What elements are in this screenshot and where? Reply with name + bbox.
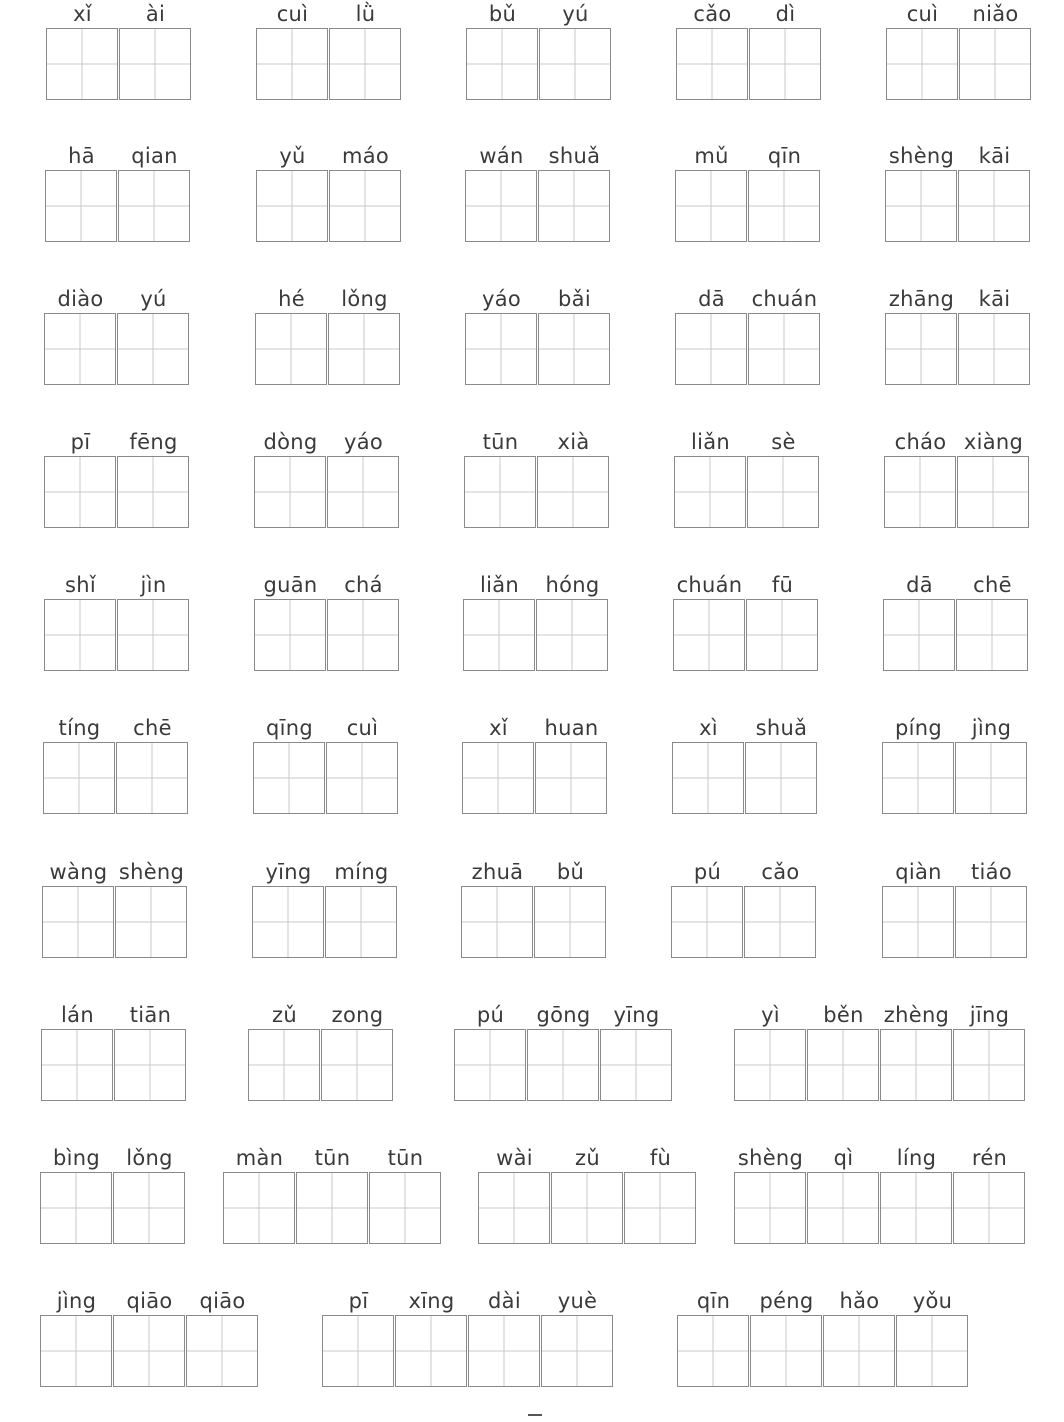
word-group <box>676 0 822 101</box>
character-writing-cell[interactable] <box>600 1029 672 1101</box>
pinyin-label: yú <box>562 2 589 26</box>
character-writing-cell[interactable] <box>734 1029 806 1101</box>
character-writing-cell[interactable] <box>466 28 538 100</box>
character-writing-cell[interactable] <box>255 313 327 385</box>
character-writing-cell[interactable] <box>327 599 399 671</box>
pinyin-label: hǎo <box>839 1289 880 1313</box>
word-group <box>40 1144 186 1245</box>
word-group <box>454 1001 673 1102</box>
character-writing-cell[interactable] <box>675 170 747 242</box>
pinyin-label: xì <box>699 716 718 740</box>
character-writing-cell[interactable] <box>958 313 1030 385</box>
pinyin-label: niǎo <box>972 2 1019 26</box>
word-group <box>46 0 192 101</box>
word-group <box>42 858 188 959</box>
character-writing-cell[interactable] <box>896 1315 968 1387</box>
word-group <box>45 142 191 243</box>
character-writing-cell[interactable] <box>40 1172 112 1244</box>
character-writing-cell[interactable] <box>248 1029 320 1101</box>
word-group <box>884 428 1030 529</box>
character-writing-cell[interactable] <box>953 1029 1025 1101</box>
pinyin-label: tiān <box>129 1003 172 1027</box>
pinyin-label: shèng <box>118 860 185 884</box>
word-group <box>255 285 401 386</box>
character-writing-cell[interactable] <box>118 170 190 242</box>
pinyin-label: píng <box>894 716 942 740</box>
character-writing-cell[interactable] <box>113 1172 185 1244</box>
word-group <box>734 1144 1026 1245</box>
pinyin-label: zǔ <box>575 1146 600 1170</box>
pinyin-label: zǔ <box>272 1003 297 1027</box>
character-writing-cell[interactable] <box>624 1172 696 1244</box>
character-writing-cell[interactable] <box>321 1029 393 1101</box>
pinyin-label: xiàng <box>963 430 1024 454</box>
pinyin-label: xǐ <box>489 716 508 740</box>
pinyin-label: lǜ <box>355 2 376 26</box>
character-writing-cell[interactable] <box>958 170 1030 242</box>
word-group <box>44 285 190 386</box>
pinyin-label: tūn <box>482 430 519 454</box>
word-group <box>44 571 190 672</box>
word-group <box>461 858 607 959</box>
word-group <box>465 285 611 386</box>
pinyin-label: cǎo <box>693 2 732 26</box>
word-group <box>886 0 1032 101</box>
pinyin-label: chuán <box>676 573 743 597</box>
pinyin-label: lán <box>61 1003 94 1027</box>
character-writing-cell[interactable] <box>117 456 189 528</box>
pinyin-label: dòng <box>263 430 318 454</box>
character-writing-cell[interactable] <box>223 1172 295 1244</box>
word-group <box>882 858 1028 959</box>
character-writing-cell[interactable] <box>478 1172 550 1244</box>
word-group <box>674 428 820 529</box>
pinyin-label: kāi <box>978 287 1011 311</box>
pinyin-label: xīng <box>408 1289 455 1313</box>
character-writing-cell[interactable] <box>823 1315 895 1387</box>
pinyin-label: rén <box>971 1146 1008 1170</box>
word-group <box>466 0 612 101</box>
pinyin-label: lǒng <box>341 287 388 311</box>
pinyin-label: cuì <box>906 2 939 26</box>
character-writing-cell[interactable] <box>959 28 1031 100</box>
pinyin-label: qīng <box>265 716 313 740</box>
character-writing-cell[interactable] <box>541 1315 613 1387</box>
character-writing-cell[interactable] <box>953 1172 1025 1244</box>
pinyin-label: yīng <box>613 1003 660 1027</box>
pinyin-label: pú <box>693 860 722 884</box>
pinyin-label: xià <box>557 430 590 454</box>
character-writing-cell[interactable] <box>186 1315 258 1387</box>
pinyin-label: hā <box>68 144 95 168</box>
pinyin-label: guān <box>263 573 318 597</box>
pinyin-label: shèng <box>888 144 955 168</box>
pinyin-label: tūn <box>314 1146 351 1170</box>
character-writing-cell[interactable] <box>750 1315 822 1387</box>
character-writing-cell[interactable] <box>734 1172 806 1244</box>
character-writing-cell[interactable] <box>329 170 401 242</box>
character-writing-cell[interactable] <box>534 886 606 958</box>
pinyin-label: qiāo <box>199 1289 246 1313</box>
character-writing-cell[interactable] <box>882 886 954 958</box>
pinyin-label: liǎn <box>479 573 520 597</box>
word-group <box>675 142 821 243</box>
character-writing-cell[interactable] <box>327 456 399 528</box>
pinyin-label: qiàn <box>895 860 942 884</box>
pinyin-label: qiāo <box>126 1289 173 1313</box>
character-writing-cell[interactable] <box>883 599 955 671</box>
character-writing-cell[interactable] <box>748 170 820 242</box>
pinyin-label: míng <box>334 860 389 884</box>
character-writing-cell[interactable] <box>43 742 115 814</box>
character-writing-cell[interactable] <box>45 170 117 242</box>
character-writing-cell[interactable] <box>326 742 398 814</box>
character-writing-cell[interactable] <box>328 313 400 385</box>
pinyin-label: bǎi <box>558 287 591 311</box>
word-group <box>256 142 402 243</box>
character-writing-cell[interactable] <box>115 886 187 958</box>
pinyin-label: qian <box>131 144 178 168</box>
pinyin-label: wàng <box>49 860 108 884</box>
character-writing-cell[interactable] <box>955 886 1027 958</box>
pinyin-label: cuì <box>346 716 379 740</box>
pinyin-label: xǐ <box>73 2 92 26</box>
word-group <box>672 714 818 815</box>
pinyin-label: shuǎ <box>548 144 601 168</box>
pinyin-label: jìng <box>56 1289 97 1313</box>
word-group <box>322 1287 614 1388</box>
pinyin-label: fù <box>649 1146 672 1170</box>
pinyin-label: jīng <box>969 1003 1010 1027</box>
character-writing-cell[interactable] <box>254 599 326 671</box>
word-group <box>734 1001 1026 1102</box>
pinyin-label: huan <box>544 716 599 740</box>
word-group <box>462 714 608 815</box>
pinyin-label: bìng <box>52 1146 100 1170</box>
word-group <box>883 571 1029 672</box>
character-writing-cell[interactable] <box>256 28 328 100</box>
character-writing-cell[interactable] <box>40 1315 112 1387</box>
word-group <box>882 714 1028 815</box>
character-writing-cell[interactable] <box>44 456 116 528</box>
character-writing-cell[interactable] <box>537 456 609 528</box>
word-group <box>256 0 402 101</box>
word-group <box>671 858 817 959</box>
word-group <box>43 714 189 815</box>
character-writing-cell[interactable] <box>369 1172 441 1244</box>
word-group <box>254 428 400 529</box>
character-writing-cell[interactable] <box>464 456 536 528</box>
pinyin-label: fēng <box>129 430 178 454</box>
word-group <box>223 1144 442 1245</box>
character-writing-cell[interactable] <box>551 1172 623 1244</box>
pinyin-label: bǔ <box>488 2 517 26</box>
character-writing-cell[interactable] <box>461 886 533 958</box>
pinyin-label: yuè <box>557 1289 598 1313</box>
pinyin-label: qì <box>833 1146 854 1170</box>
pinyin-label: yīng <box>265 860 312 884</box>
character-writing-cell[interactable] <box>956 599 1028 671</box>
word-group <box>44 428 190 529</box>
character-writing-cell[interactable] <box>252 886 324 958</box>
character-writing-cell[interactable] <box>676 28 748 100</box>
pinyin-label: chá <box>344 573 383 597</box>
word-group <box>677 1287 969 1388</box>
pinyin-label: lǒng <box>126 1146 173 1170</box>
pinyin-label: wán <box>479 144 524 168</box>
pinyin-label: pú <box>476 1003 505 1027</box>
pinyin-label: diào <box>57 287 104 311</box>
pinyin-label: qīn <box>696 1289 731 1313</box>
pinyin-label: péng <box>759 1289 814 1313</box>
character-writing-cell[interactable] <box>748 313 820 385</box>
pinyin-label: bǔ <box>556 860 585 884</box>
pinyin-label: shuǎ <box>755 716 808 740</box>
character-writing-cell[interactable] <box>538 170 610 242</box>
pinyin-label: zhāng <box>888 287 955 311</box>
character-writing-cell[interactable] <box>955 742 1027 814</box>
character-writing-cell[interactable] <box>673 599 745 671</box>
character-writing-cell[interactable] <box>117 599 189 671</box>
pinyin-label: chē <box>973 573 1012 597</box>
pinyin-label: tūn <box>387 1146 424 1170</box>
word-group <box>41 1001 187 1102</box>
pinyin-label: liǎn <box>690 430 731 454</box>
character-writing-cell[interactable] <box>465 170 537 242</box>
pinyin-label: yáo <box>481 287 522 311</box>
pinyin-label: dā <box>698 287 725 311</box>
pinyin-label: běn <box>823 1003 864 1027</box>
pinyin-label: fū <box>771 573 794 597</box>
pinyin-label: sè <box>771 430 796 454</box>
character-writing-cell[interactable] <box>807 1029 879 1101</box>
character-writing-cell[interactable] <box>46 28 118 100</box>
character-writing-cell[interactable] <box>114 1029 186 1101</box>
pinyin-label: màn <box>235 1146 284 1170</box>
word-group <box>248 1001 394 1102</box>
character-writing-cell[interactable] <box>463 599 535 671</box>
character-writing-cell[interactable] <box>671 886 743 958</box>
word-group <box>254 571 400 672</box>
pinyin-label: hóng <box>545 573 600 597</box>
character-writing-cell[interactable] <box>880 1029 952 1101</box>
character-writing-cell[interactable] <box>42 886 114 958</box>
pinyin-label: qīn <box>767 144 802 168</box>
character-writing-cell[interactable] <box>880 1172 952 1244</box>
character-writing-cell[interactable] <box>957 456 1029 528</box>
pinyin-label: cuì <box>276 2 309 26</box>
character-writing-cell[interactable] <box>44 599 116 671</box>
pinyin-label: ài <box>145 2 166 26</box>
character-writing-cell[interactable] <box>885 313 957 385</box>
character-writing-cell[interactable] <box>462 742 534 814</box>
character-writing-cell[interactable] <box>44 313 116 385</box>
pinyin-label: chē <box>133 716 172 740</box>
character-writing-cell[interactable] <box>674 456 746 528</box>
pinyin-label: dài <box>488 1289 521 1313</box>
character-writing-cell[interactable] <box>395 1315 467 1387</box>
word-group <box>253 714 399 815</box>
pinyin-label: yǒu <box>912 1289 953 1313</box>
word-group <box>885 142 1031 243</box>
pinyin-label: pī <box>70 430 91 454</box>
pinyin-label: yáo <box>343 430 384 454</box>
pinyin-label: líng <box>896 1146 937 1170</box>
pinyin-label: wài <box>496 1146 533 1170</box>
pinyin-label: cǎo <box>761 860 800 884</box>
word-group <box>465 142 611 243</box>
page-number-mark <box>528 1414 542 1416</box>
character-writing-cell[interactable] <box>539 28 611 100</box>
character-writing-cell[interactable] <box>117 313 189 385</box>
pinyin-label: yǔ <box>279 144 306 168</box>
pinyin-label: hé <box>278 287 305 311</box>
word-group <box>463 571 609 672</box>
character-writing-cell[interactable] <box>745 742 817 814</box>
character-writing-cell[interactable] <box>746 599 818 671</box>
character-writing-cell[interactable] <box>672 742 744 814</box>
character-writing-cell[interactable] <box>116 742 188 814</box>
character-writing-cell[interactable] <box>254 456 326 528</box>
pinyin-label: pī <box>348 1289 369 1313</box>
character-writing-cell[interactable] <box>886 28 958 100</box>
pinyin-label: zhèng <box>883 1003 950 1027</box>
character-writing-cell[interactable] <box>253 742 325 814</box>
character-writing-cell[interactable] <box>113 1315 185 1387</box>
character-writing-cell[interactable] <box>454 1029 526 1101</box>
character-writing-cell[interactable] <box>675 313 747 385</box>
character-writing-cell[interactable] <box>536 599 608 671</box>
character-writing-cell[interactable] <box>256 170 328 242</box>
pinyin-label: gōng <box>536 1003 591 1027</box>
word-group <box>673 571 819 672</box>
word-group <box>885 285 1031 386</box>
character-writing-cell[interactable] <box>527 1029 599 1101</box>
character-writing-cell[interactable] <box>807 1172 879 1244</box>
word-group <box>675 285 821 386</box>
character-writing-cell[interactable] <box>747 456 819 528</box>
pinyin-label: jìn <box>140 573 167 597</box>
pinyin-label: dì <box>775 2 796 26</box>
word-group <box>252 858 398 959</box>
word-group <box>464 428 610 529</box>
pinyin-label: yì <box>761 1003 780 1027</box>
pinyin-label: zhuā <box>471 860 524 884</box>
word-group <box>40 1287 259 1388</box>
character-writing-cell[interactable] <box>329 28 401 100</box>
pinyin-label: shèng <box>737 1146 804 1170</box>
word-group <box>478 1144 697 1245</box>
character-writing-cell[interactable] <box>884 456 956 528</box>
character-writing-cell[interactable] <box>677 1315 749 1387</box>
pinyin-label: máo <box>341 144 390 168</box>
pinyin-label: jìng <box>971 716 1012 740</box>
pinyin-label: kāi <box>978 144 1011 168</box>
pinyin-label: mǔ <box>694 144 729 168</box>
pinyin-label: zong <box>331 1003 384 1027</box>
pinyin-label: tiáo <box>971 860 1012 884</box>
pinyin-label: cháo <box>894 430 947 454</box>
character-writing-cell[interactable] <box>465 313 537 385</box>
character-writing-cell[interactable] <box>325 886 397 958</box>
character-writing-cell[interactable] <box>538 313 610 385</box>
character-writing-cell[interactable] <box>749 28 821 100</box>
character-writing-cell[interactable] <box>41 1029 113 1101</box>
pinyin-label: dā <box>906 573 933 597</box>
character-writing-cell[interactable] <box>885 170 957 242</box>
pinyin-label: shǐ <box>65 573 96 597</box>
character-writing-cell[interactable] <box>468 1315 540 1387</box>
pinyin-label: tíng <box>58 716 101 740</box>
character-writing-cell[interactable] <box>882 742 954 814</box>
character-writing-cell[interactable] <box>296 1172 368 1244</box>
character-writing-cell[interactable] <box>322 1315 394 1387</box>
pinyin-label: chuán <box>751 287 818 311</box>
character-writing-cell[interactable] <box>119 28 191 100</box>
pinyin-label: yú <box>140 287 167 311</box>
character-writing-cell[interactable] <box>744 886 816 958</box>
character-writing-cell[interactable] <box>535 742 607 814</box>
